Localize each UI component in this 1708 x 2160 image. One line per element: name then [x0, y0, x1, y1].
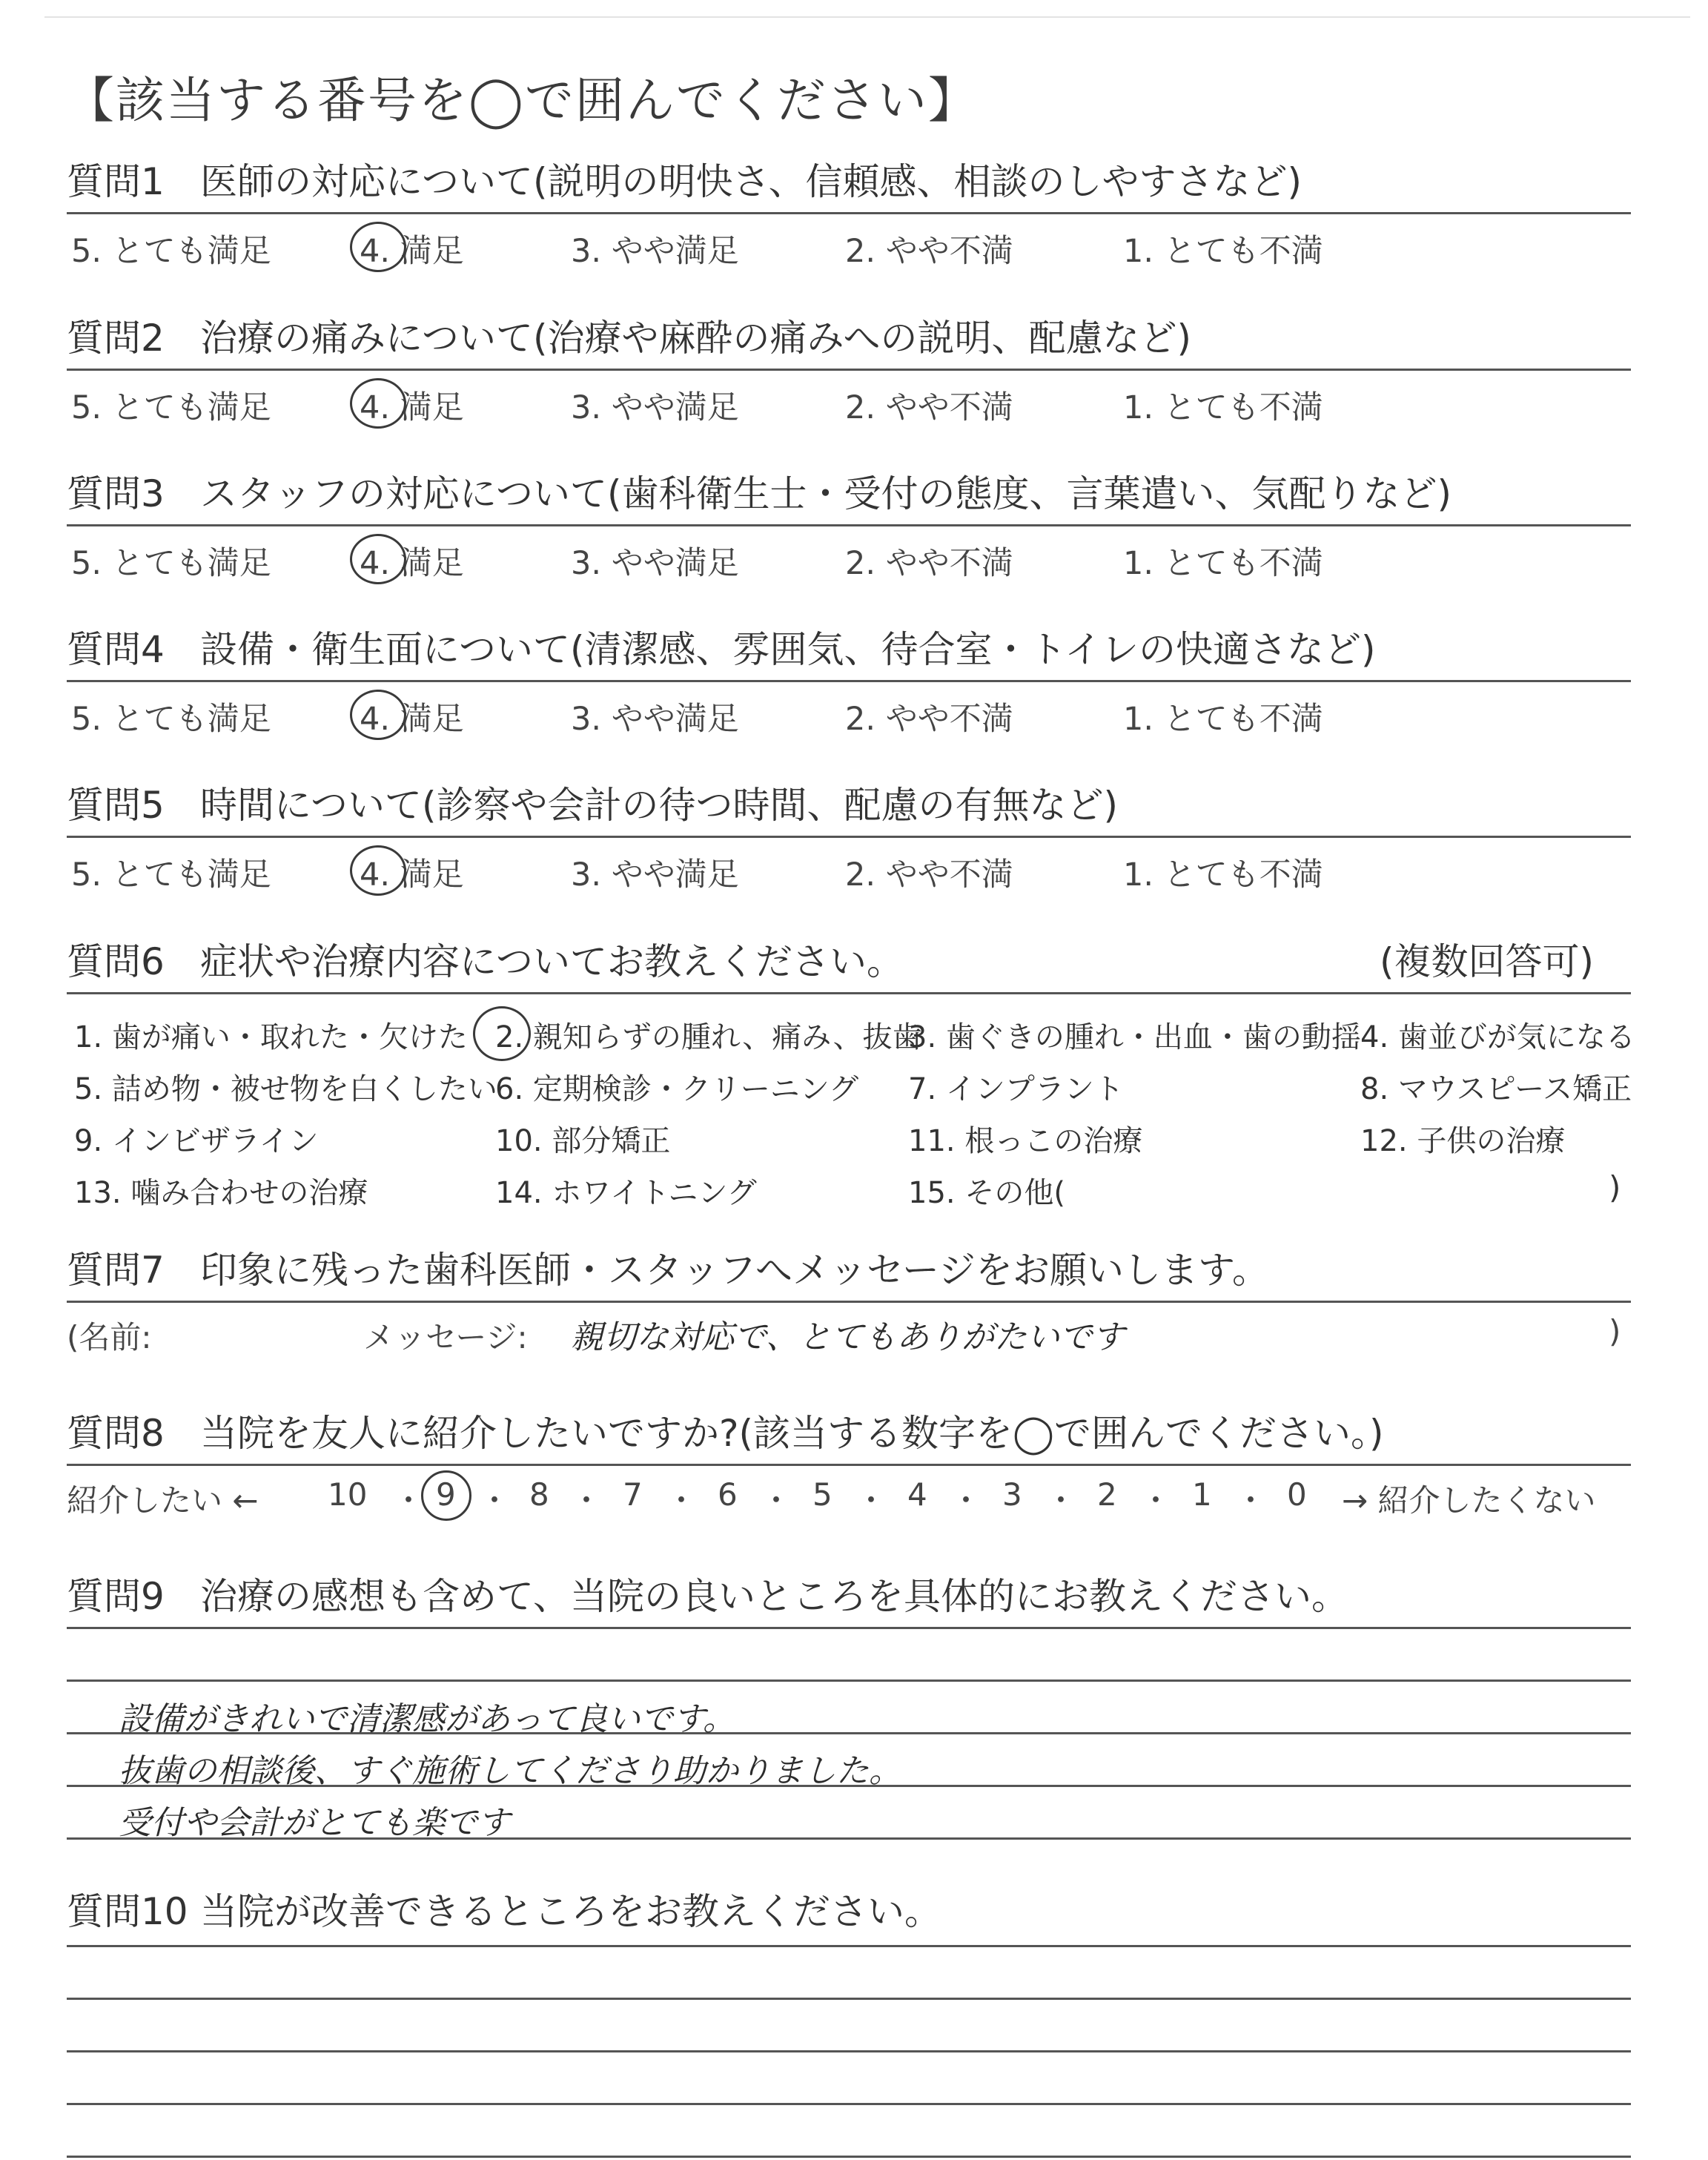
symptom-option[interactable]: 6. 定期検診・クリーニング: [495, 1072, 859, 1106]
scale-dot: ・: [571, 1482, 603, 1519]
scale-value[interactable]: 4: [907, 1476, 927, 1513]
option-3[interactable]: 3. やや満足: [571, 701, 739, 738]
option-2[interactable]: 2. やや不満: [845, 701, 1013, 738]
symptom-option-other[interactable]: 15. その他(: [908, 1176, 1065, 1210]
option-1[interactable]: 1. とても不満: [1123, 233, 1323, 270]
scale-value[interactable]: 10: [328, 1476, 368, 1513]
question-text: 治療の感想も含めて、当院の良いところを具体的にお教えください。: [200, 1575, 1348, 1618]
question-text: 医師の対応について(説明の明快さ、信頼感、相談のしやすさなど): [200, 160, 1302, 203]
option-3[interactable]: 3. やや満足: [571, 856, 739, 894]
handwritten-answer[interactable]: 抜歯の相談後、すぐ施術してくださり助かりました。: [119, 1752, 901, 1790]
option-1[interactable]: 1. とても不満: [1123, 545, 1323, 582]
question-number: 質問1: [67, 160, 165, 203]
symptom-option[interactable]: 4. 歯並びが気になる: [1360, 1020, 1635, 1054]
option-4[interactable]: 4. 満足: [360, 701, 464, 738]
answer-circle: [421, 1470, 471, 1521]
question-text: 印象に残った歯科医師・スタッフへメッセージをお願いします。: [200, 1249, 1269, 1292]
question-2: [67, 314, 1631, 424]
name-label: (名前:: [67, 1319, 152, 1355]
question-text: 当院が改善できるところをお教えください。: [200, 1890, 941, 1933]
symptom-option[interactable]: 3. 歯ぐきの腫れ・出血・歯の動揺: [908, 1020, 1361, 1054]
message-label: メッセージ:: [363, 1319, 528, 1355]
scale-value[interactable]: 2: [1097, 1476, 1117, 1513]
option-5[interactable]: 5. とても満足: [71, 389, 271, 426]
scale-dot: ・: [393, 1482, 425, 1519]
option-1[interactable]: 1. とても不満: [1123, 389, 1323, 426]
symptom-option[interactable]: 5. 詰め物・被せ物を白くしたい: [74, 1072, 497, 1106]
question-6: [67, 937, 1635, 1210]
message-close-paren: ): [1609, 1313, 1621, 1350]
question-4: [67, 625, 1631, 736]
multiple-answers-note: (複数回答可): [1379, 940, 1594, 983]
answer-lines: [67, 1945, 1631, 2158]
symptom-option[interactable]: 13. 噛み合わせの治療: [74, 1176, 368, 1210]
option-3[interactable]: 3. やや満足: [571, 545, 739, 582]
answer-line: [67, 1680, 1631, 1682]
option-5[interactable]: 5. とても満足: [71, 545, 271, 582]
question-number: 質問10: [67, 1890, 188, 1933]
other-close-paren: ): [1609, 1169, 1621, 1206]
question-7: [67, 1246, 1631, 1355]
recommend-scale: [67, 1466, 1631, 1521]
option-5[interactable]: 5. とても満足: [71, 233, 271, 270]
scale-value[interactable]: 5: [812, 1476, 833, 1513]
question-number: 質問7: [67, 1249, 165, 1292]
rating-options: [67, 214, 1631, 268]
symptom-option[interactable]: 14. ホワイトニング: [495, 1176, 757, 1210]
answer-circle: [473, 1006, 531, 1061]
answer-line: [67, 1627, 1631, 1629]
scale-value[interactable]: 9: [436, 1476, 456, 1513]
message-row: [67, 1303, 1631, 1355]
question-text: 治療の痛みについて(治療や麻酔の痛みへの説明、配慮など): [200, 317, 1192, 360]
scale-dot: ・: [950, 1482, 982, 1519]
answer-line: [67, 2050, 1631, 2052]
symptom-option[interactable]: 12. 子供の治療: [1360, 1124, 1566, 1158]
option-3[interactable]: 3. やや満足: [571, 233, 739, 270]
question-number: 質問6: [67, 940, 165, 983]
handwritten-answer[interactable]: 受付や会計がとても楽です: [119, 1804, 510, 1842]
question-1: [67, 157, 1631, 268]
rating-options: [67, 526, 1631, 580]
scale-dot: ・: [1140, 1482, 1172, 1519]
question-text: スタッフの対応について(歯科衛生士・受付の態度、言葉遣い、気配りなど): [200, 472, 1452, 515]
answer-circle: [350, 534, 406, 584]
option-2[interactable]: 2. やや不満: [845, 389, 1013, 426]
scale-dot: ・: [1045, 1482, 1077, 1519]
question-number: 質問4: [67, 628, 165, 671]
scale-value[interactable]: 6: [718, 1476, 738, 1513]
question-9: [67, 1572, 1631, 1840]
symptom-option[interactable]: 1. 歯が痛い・取れた・欠けた: [74, 1020, 468, 1054]
scale-value[interactable]: 0: [1287, 1476, 1307, 1513]
symptom-option[interactable]: 9. インビザライン: [74, 1124, 319, 1158]
option-5[interactable]: 5. とても満足: [71, 856, 271, 894]
question-5: [67, 781, 1631, 894]
question-text: 設備・衛生面について(清潔感、雰囲気、待合室・トイレの快適さなど): [200, 628, 1376, 671]
question-number: 質問2: [67, 317, 165, 360]
scale-right-label: → 紹介したくない: [1342, 1482, 1596, 1519]
option-2[interactable]: 2. やや不満: [845, 856, 1013, 894]
question-number: 質問3: [67, 472, 165, 515]
form-heading: 【該当する番号を◯で囲んでください】: [65, 72, 979, 129]
scale-value[interactable]: 8: [529, 1476, 549, 1513]
question-10: [67, 1887, 1631, 2158]
answer-circle: [350, 378, 406, 429]
scale-dot: ・: [855, 1482, 887, 1519]
answer-line: [67, 1998, 1631, 2000]
rating-options: [67, 682, 1631, 736]
rating-options: [67, 838, 1631, 894]
option-2[interactable]: 2. やや不満: [845, 233, 1013, 270]
question-3: [67, 469, 1631, 580]
option-4[interactable]: 4. 満足: [360, 389, 464, 426]
scale-dot: ・: [479, 1482, 511, 1519]
question-8: [67, 1409, 1631, 1521]
question-number: 質問8: [67, 1412, 165, 1455]
option-4[interactable]: 4. 満足: [360, 856, 464, 894]
scale-value[interactable]: 1: [1192, 1476, 1212, 1513]
answer-circle: [350, 845, 406, 896]
option-2[interactable]: 2. やや不満: [845, 545, 1013, 582]
handwritten-answer[interactable]: 設備がきれいで清潔感があって良いです。: [119, 1700, 736, 1738]
answer-circle: [350, 222, 406, 272]
symptom-option[interactable]: 11. 根っこの治療: [908, 1124, 1143, 1158]
scale-dot: ・: [1235, 1482, 1267, 1519]
answer-line: [67, 2156, 1631, 2158]
message-answer[interactable]: 親切な対応で、とてもありがたいです: [571, 1318, 1125, 1356]
question-text: 時間について(診察や会計の待つ時間、配慮の有無など): [200, 784, 1119, 827]
answer-line: [67, 2103, 1631, 2105]
option-4[interactable]: 4. 満足: [360, 545, 464, 582]
scale-value[interactable]: 7: [623, 1476, 643, 1513]
option-1[interactable]: 1. とても不満: [1123, 701, 1323, 738]
symptom-option[interactable]: 7. インプラント: [908, 1072, 1124, 1106]
scale-dot: ・: [761, 1482, 792, 1519]
option-1[interactable]: 1. とても不満: [1123, 856, 1323, 894]
symptom-options: [67, 994, 1635, 1210]
symptom-option[interactable]: 2. 親知らずの腫れ、痛み、抜歯: [495, 1020, 922, 1054]
question-text: 当院を友人に紹介したいですか?(該当する数字を◯で囲んでください。): [200, 1412, 1384, 1455]
option-4[interactable]: 4. 満足: [360, 233, 464, 270]
symptom-option[interactable]: 10. 部分矯正: [495, 1124, 671, 1158]
symptom-option[interactable]: 8. マウスピース矯正: [1360, 1072, 1632, 1106]
rating-options: [67, 371, 1631, 424]
page-top-rule: [44, 16, 1690, 18]
question-number: 質問9: [67, 1575, 165, 1618]
question-number: 質問5: [67, 784, 165, 827]
scale-value[interactable]: 3: [1002, 1476, 1022, 1513]
option-5[interactable]: 5. とても満足: [71, 701, 271, 738]
scale-left-label: 紹介したい ←: [67, 1482, 259, 1519]
scale-dot: ・: [666, 1482, 698, 1519]
answer-lines: [67, 1627, 1631, 1840]
question-text: 症状や治療内容についてお教えください。: [200, 940, 904, 983]
option-3[interactable]: 3. やや満足: [571, 389, 739, 426]
answer-line: [67, 1945, 1631, 1947]
answer-circle: [350, 690, 406, 740]
